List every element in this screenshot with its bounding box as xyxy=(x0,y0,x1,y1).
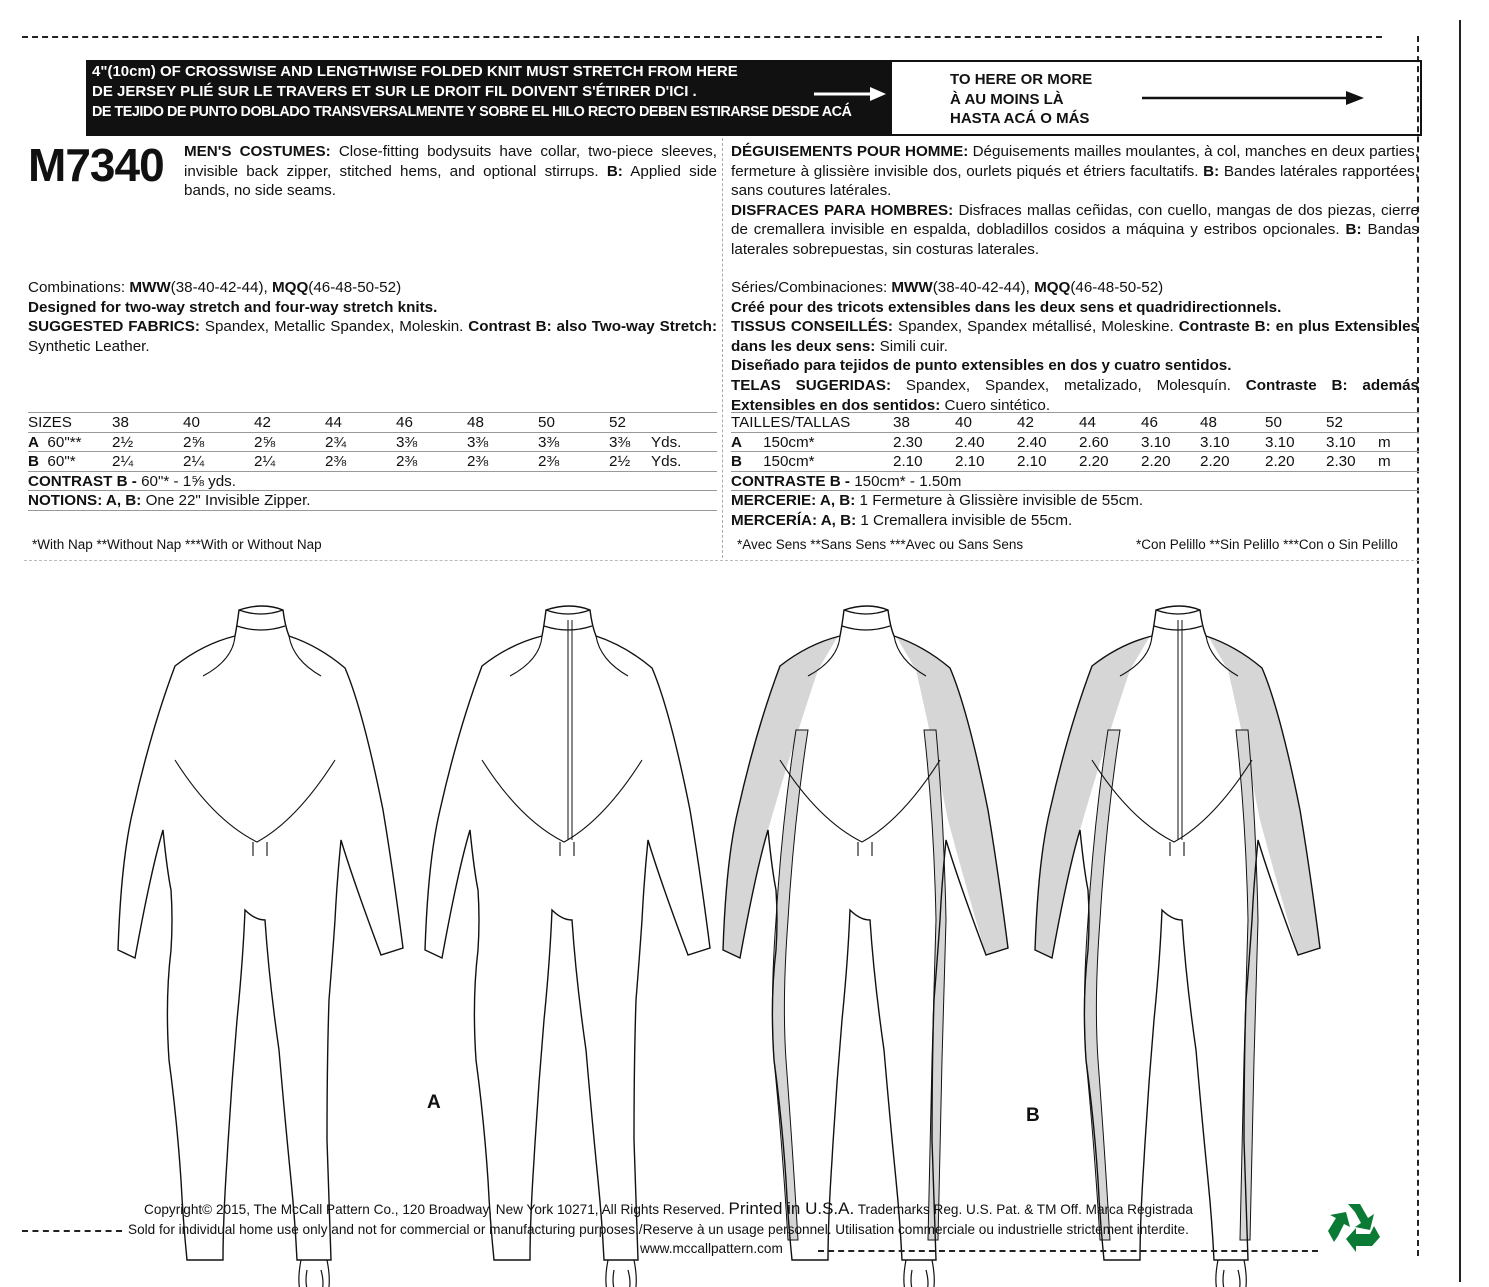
merceria-value: 1 Cremallera invisible de 55cm. xyxy=(860,512,1073,529)
table-cell: 2½ xyxy=(112,433,134,451)
contrast-es: Cuero sintético. xyxy=(944,396,1051,414)
table-cell: 2.40 xyxy=(1017,433,1047,451)
width-cell: 60"** xyxy=(47,433,82,451)
table-cell: 2¾ xyxy=(325,433,347,451)
contrast-yardage-label: CONTRAST B - xyxy=(28,473,137,490)
bottom-cut-line-right xyxy=(818,1250,1318,1252)
printed-in: Printed in U.S.A. xyxy=(728,1199,855,1218)
unit-cell: m xyxy=(1378,453,1391,471)
figures-group xyxy=(118,606,1320,1287)
desc-en-b-text: Applied side bands, no side seams. xyxy=(184,162,717,200)
table-cell: 2.60 xyxy=(1079,433,1109,451)
seam-lines xyxy=(175,636,335,856)
table-header-cell: 44 xyxy=(325,414,342,432)
table-cell: 2⅜ xyxy=(396,453,418,471)
table-cell: 2.10 xyxy=(955,453,985,471)
side-band xyxy=(772,730,808,1240)
notions-label: NOTIONS: A, B: xyxy=(28,492,142,509)
table-cell: 2⅝ xyxy=(254,433,276,451)
table-cell: 2.30 xyxy=(893,433,923,451)
table-cell: 2.20 xyxy=(1200,453,1230,471)
desc-fr-b: B: xyxy=(1203,162,1220,180)
notions-value: One 22" Invisible Zipper. xyxy=(145,492,311,509)
desc-fr-text: Déguisements mailles moulantes, à col, manches en deux parties, fermeture à glissière invisible dos, ourlets piqués et étriers facultatifs. xyxy=(731,143,1419,180)
website: www.mccallpattern.com xyxy=(640,1241,783,1256)
table-cell: 3⅜ xyxy=(609,433,631,451)
nap-note-fr: *Avec Sens **Sans Sens ***Avec ou Sans Sens xyxy=(737,537,1024,552)
to-here-es: HASTA ACÁ O MÁS xyxy=(950,110,1090,127)
unit-cell: Yds. xyxy=(651,453,682,471)
desc-fr-b-text: Bandes latérales rapportées, sans coutures latérales. xyxy=(731,162,1419,200)
bottom-cut-line-left xyxy=(22,1230,122,1232)
desc-en-text: Close-fitting bodysuits have collar, two-piece sleeves, invisible back zipper, stitched hems, and optional stirrups. xyxy=(184,143,717,180)
table-header-cell: 40 xyxy=(955,414,972,432)
view-label-a: A xyxy=(427,1092,441,1113)
table-cell: 2½ xyxy=(609,453,631,471)
stirrup xyxy=(1216,1260,1246,1287)
combo-mqq-sizes: (46-48-50-52) xyxy=(308,279,402,296)
nap-note-en: *With Nap **Without Nap ***With or Without Nap xyxy=(32,537,322,552)
unit-cell: m xyxy=(1378,433,1391,451)
view-cell: A xyxy=(731,433,742,451)
mercerie-label: MERCERIE: A, B: xyxy=(731,492,856,509)
stirrup xyxy=(904,1260,934,1287)
to-here-en: TO HERE OR MORE xyxy=(950,71,1093,88)
to-here-fr: À AU MOINS LÀ xyxy=(950,90,1064,108)
nap-note-es: *Con Pelillo **Sin Pelillo ***Con o Sin Pelillo xyxy=(1136,537,1398,552)
desc-fr-title: DÉGUISEMENTS POUR HOMME: xyxy=(731,143,969,160)
table-header-cell: 40 xyxy=(183,414,200,432)
suggested-label-en: SUGGESTED FABRICS: xyxy=(28,318,200,336)
copyright-line xyxy=(144,1199,1193,1219)
back-zipper xyxy=(568,620,572,840)
table-header-cell: TAILLES/TALLAS xyxy=(731,414,851,432)
copyright: Copyright© 2015, The McCall Pattern Co., 120 Broadway, New York 10271, All Rights Reserved. xyxy=(144,1202,725,1217)
view-a-back xyxy=(425,606,710,1287)
collar xyxy=(237,610,285,630)
table-cell: 2.30 xyxy=(1326,453,1356,471)
recycle-icon xyxy=(1326,1198,1382,1254)
view-label-b: B xyxy=(1026,1105,1040,1126)
contrast-label-fr: Contraste B: en plus Extensibles dans les deux sens: xyxy=(731,318,1419,355)
view-b-back xyxy=(1035,606,1320,1287)
table-header-cell: 52 xyxy=(1326,414,1343,432)
bodysuit-outline xyxy=(723,606,1008,1260)
bodysuit-outline xyxy=(118,606,403,1260)
contrast-label-en: Contrast B: also Two-way Stretch: xyxy=(468,318,718,336)
suggested-en: Spandex, Metallic Spandex, Moleskin. xyxy=(204,318,464,336)
view-cell: A xyxy=(28,433,39,451)
contrast-fr: Simili cuir. xyxy=(879,337,948,355)
table-cell: 3.10 xyxy=(1326,433,1356,451)
combo-mqq-sizes-fr: (46-48-50-52) xyxy=(1070,279,1164,296)
table-header-cell: SIZES xyxy=(28,414,72,432)
table-cell: 2⅜ xyxy=(538,453,560,471)
table-cell: 2⅜ xyxy=(325,453,347,471)
table-header-cell: 50 xyxy=(1265,414,1282,432)
side-band xyxy=(1084,730,1120,1240)
table-cell: 2.10 xyxy=(1017,453,1047,471)
table-cell: 2¼ xyxy=(254,453,276,471)
table-cell: 2.20 xyxy=(1141,453,1171,471)
unit-cell: Yds. xyxy=(651,433,682,451)
designed-for-fr: Créé pour des tricots extensibles dans les deux sens et quadridirectionnels. xyxy=(731,298,1282,316)
suggested-label-es: TELAS SUGERIDAS: xyxy=(731,376,892,394)
trademarks: Trademarks Reg. U.S. Pat. & TM Off. Marca Registrada xyxy=(857,1202,1193,1217)
desc-es-b: B: xyxy=(1345,221,1362,239)
table-cell: 2.20 xyxy=(1079,453,1109,471)
desc-es-title: DISFRACES PARA HOMBRES: xyxy=(731,201,954,219)
pattern-number: M7340 xyxy=(28,139,164,191)
table-cell: 2.10 xyxy=(893,453,923,471)
combo-mww-sizes-fr: (38-40-42-44), xyxy=(932,279,1030,296)
table-header-cell: 46 xyxy=(1141,414,1158,432)
table-header-cell: 44 xyxy=(1079,414,1096,432)
stirrup xyxy=(606,1260,636,1287)
combo-mqq: MQQ xyxy=(271,279,309,296)
table-header-cell: 48 xyxy=(467,414,484,432)
desc-es-text: Disfraces mallas ceñidas, con cuello, mangas de dos piezas, cierre de cremallera invisible en espalda, dobladillos cosidos a máquina y estribos opcionales. xyxy=(731,201,1419,239)
width-cell: 60"* xyxy=(47,453,76,471)
table-cell: 2¼ xyxy=(183,453,205,471)
table-cell: 3.10 xyxy=(1265,433,1295,451)
table-cell: 2.20 xyxy=(1265,453,1295,471)
contrast-yardage-value-metric: 150cm* - 1.50m xyxy=(854,473,962,490)
combo-mww: MWW xyxy=(129,279,171,296)
view-cell: B xyxy=(28,453,39,471)
table-header-cell: 38 xyxy=(112,414,129,432)
sleeve-panel xyxy=(896,636,1008,955)
combo-mww-sizes: (38-40-42-44), xyxy=(170,279,268,296)
table-cell: 2¼ xyxy=(112,453,134,471)
suggested-es: Spandex, Spandex, metalizado, Molesquín. xyxy=(905,376,1231,394)
combinations-label: Combinations: xyxy=(28,279,126,296)
suggested-label-fr: TISSUS CONSEILLÉS: xyxy=(731,318,893,336)
view-cell: B xyxy=(731,453,742,471)
stretch-line-en: 4"(10cm) OF CROSSWISE AND LENGTHWISE FOLDED KNIT MUST STRETCH FROM HERE xyxy=(92,63,738,80)
stretch-line-es: DE TEJIDO DE PUNTO DOBLADO TRANSVERSALMENTE Y SOBRE EL HILO RECTO DEBEN ESTIRARSE DESDE ACÁ xyxy=(92,104,852,120)
table-header-cell: 52 xyxy=(609,414,626,432)
table-cell: 3⅜ xyxy=(538,433,560,451)
contrast-yardage-label-metric: CONTRASTE B - xyxy=(731,473,850,490)
table-header-cell: 42 xyxy=(1017,414,1034,432)
desc-en-title: MEN'S COSTUMES: xyxy=(184,143,331,160)
table-cell: 2⅜ xyxy=(467,453,489,471)
view-b-front xyxy=(723,606,1008,1287)
combo-mww-fr: MWW xyxy=(891,279,933,296)
merceria-label: MERCERÍA: A, B: xyxy=(731,512,857,529)
stretch-line-fr: DE JERSEY PLIÉ SUR LE TRAVERS ET SUR LE DROIT FIL DOIVENT S'ÉTIRER D'ICI . xyxy=(92,83,697,100)
designed-for-es: Diseñado para tejidos de punto extensibles en dos y cuatro sentidos. xyxy=(731,357,1232,375)
usage-line: Sold for individual home use only and not for commercial or manufacturing purposes./Reserve à un usage personnel. Utilisation commerciale ou industrielle strictement interdite. xyxy=(128,1222,1189,1237)
table-header-cell: 42 xyxy=(254,414,271,432)
contrast-yardage-value: 60"* - 1⅝ yds. xyxy=(141,473,236,490)
collar xyxy=(842,610,890,630)
contrast-label-es: Contraste B: además Extensibles en dos sentidos: xyxy=(731,376,1419,414)
table-header-cell: 38 xyxy=(893,414,910,432)
table-header-cell: 48 xyxy=(1200,414,1217,432)
suggested-fr: Spandex, Spandex métallisé, Moleskine. xyxy=(897,318,1174,336)
mercerie-value: 1 Fermeture à Glissière invisible de 55cm. xyxy=(859,492,1144,509)
designed-for-en: Designed for two-way stretch and four-way stretch knits. xyxy=(28,298,438,316)
table-header-cell: 50 xyxy=(538,414,555,432)
combinations-label-fr-es: Séries/Combinaciones: xyxy=(731,279,888,296)
view-a-front xyxy=(118,606,403,1287)
desc-es-b-text: Bandas laterales sobrepuestas, sin costuras laterales. xyxy=(731,221,1419,258)
combo-mqq-fr: MQQ xyxy=(1034,279,1071,296)
desc-en-b: B: xyxy=(606,162,623,180)
table-cell: 2.40 xyxy=(955,433,985,451)
table-cell: 3.10 xyxy=(1141,433,1171,451)
table-header-cell: 46 xyxy=(396,414,413,432)
sleeve-panel xyxy=(1208,636,1320,955)
back-zipper xyxy=(1178,620,1182,840)
width-cell: 150cm* xyxy=(763,453,815,471)
table-cell: 2⅝ xyxy=(183,433,205,451)
seam-lines xyxy=(482,636,642,856)
contrast-en: Synthetic Leather. xyxy=(28,337,150,355)
table-cell: 3⅜ xyxy=(467,433,489,451)
width-cell: 150cm* xyxy=(763,433,815,451)
table-cell: 3⅜ xyxy=(396,433,418,451)
table-cell: 3.10 xyxy=(1200,433,1230,451)
stirrup xyxy=(299,1260,329,1287)
